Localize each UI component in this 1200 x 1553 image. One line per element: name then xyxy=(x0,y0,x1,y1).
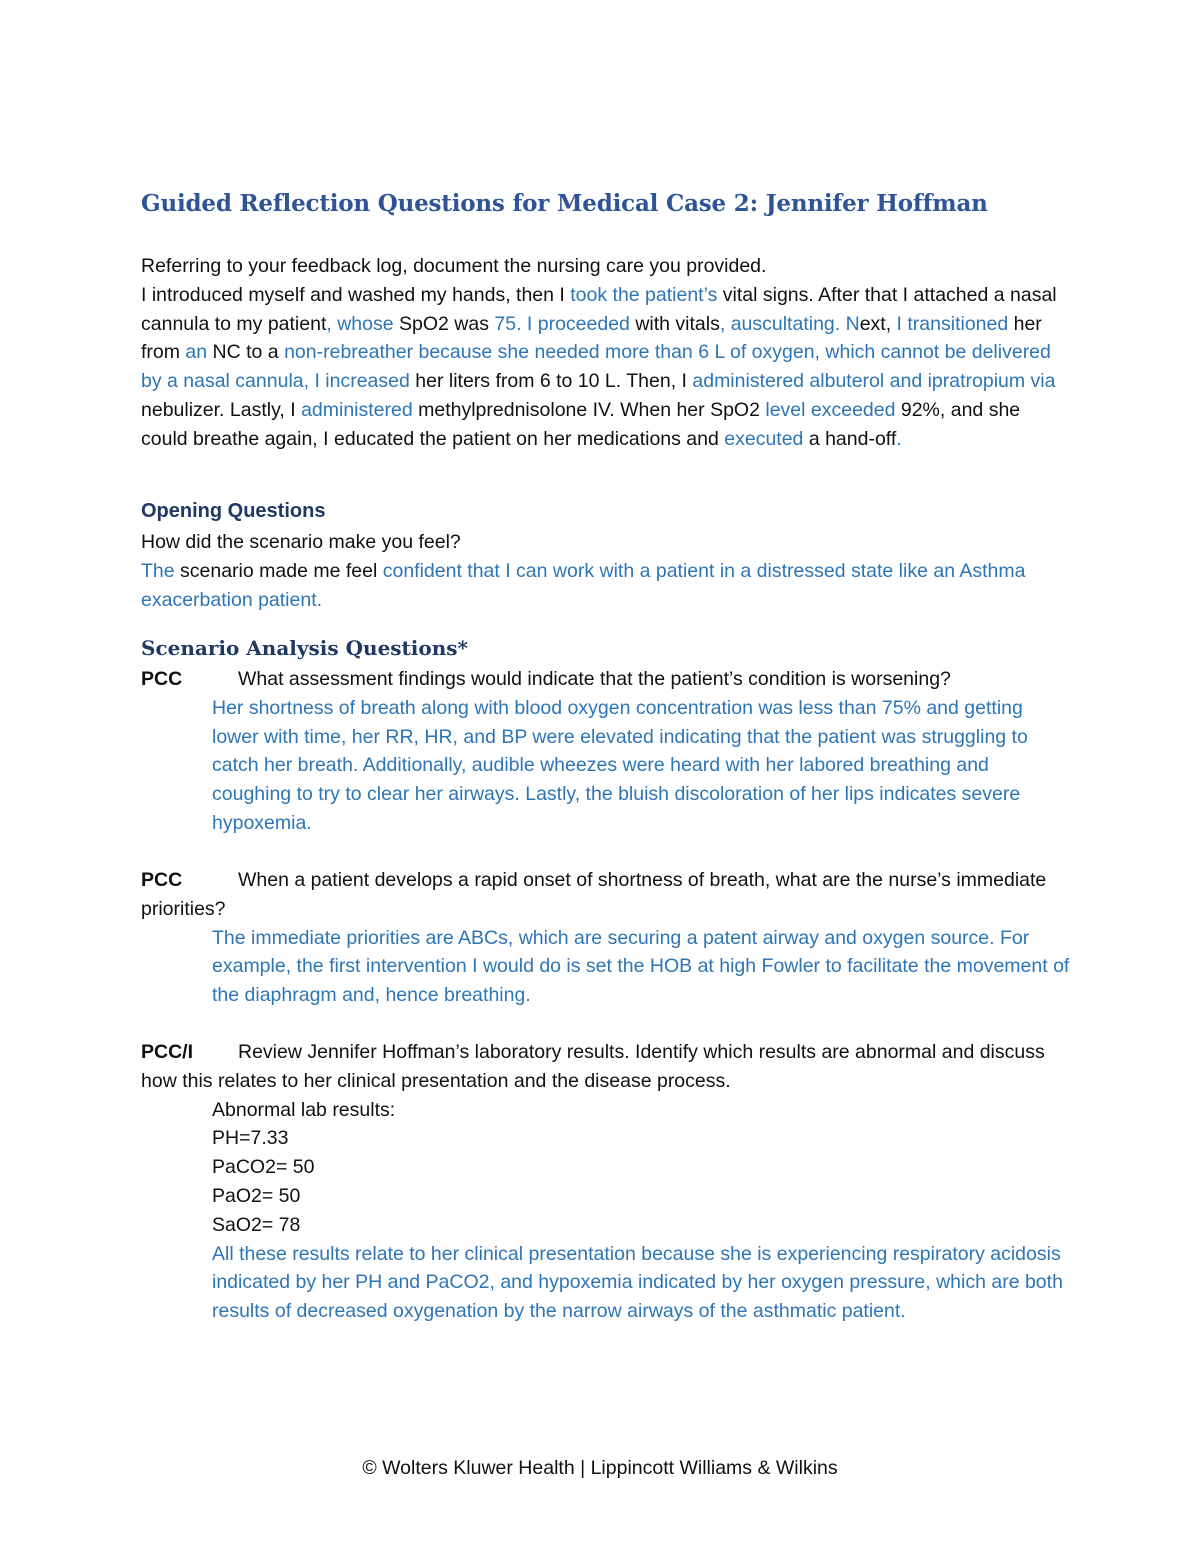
text-segment: scenario made me feel xyxy=(174,559,383,582)
text-segment: her from xyxy=(141,312,1042,364)
scenario-analysis-heading: Scenario Analysis Questions* xyxy=(141,636,468,660)
opening-questions-heading: Opening Questions xyxy=(141,500,326,522)
intro-section xyxy=(141,252,1071,454)
answer-text: Her shortness of breath along with blood oxygen concentration was less than 75% and getting lower with time, her RR, HR, and BP were elevated indicating that the patient was struggling to catch her breath. Additionally, audible wheezes were heard with her labored breathing and coughing to try to clear her airways. Lastly, the bluish discoloration of her lips indicates severe hypoxemia. xyxy=(212,696,1028,834)
lab-heading: Abnormal lab results: xyxy=(212,1098,396,1121)
intro-response xyxy=(141,281,1071,454)
text-segment: vital signs. After that I attached a nasal cannula to my patient xyxy=(141,283,1057,335)
text-segment: ext, xyxy=(859,312,897,335)
question-tag: PCC/I xyxy=(141,1041,194,1063)
text-segment: her liters from 6 to 10 L. Then, I xyxy=(409,370,693,393)
question-block-2 xyxy=(141,866,1071,1010)
lab-item: PaCO2= 50 xyxy=(212,1156,315,1179)
answer-segment: level exceeded xyxy=(765,398,896,421)
lab-item: PH=7.33 xyxy=(212,1127,289,1150)
answer-segment: an xyxy=(185,341,208,364)
answer-text: The immediate priorities are ABCs, which are securing a patent airway and oxygen source. For example, the first intervention I would do is set the HOB at high Fowler to facilitate the movement of the diaphragm and, hence breathing. xyxy=(212,926,1070,1007)
question-block-1 xyxy=(141,665,1071,838)
opening-section xyxy=(141,528,1071,614)
opening-question: How did the scenario make you feel? xyxy=(141,531,461,553)
text-segment: SpO2 was xyxy=(393,312,495,335)
question-tag: PCC xyxy=(141,668,183,690)
text-segment: NC to a xyxy=(207,341,285,364)
answer-segment: , whose xyxy=(326,312,394,335)
question-tag: PCC xyxy=(141,869,183,891)
question-text: What assessment findings would indicate that the patient’s condition is worsening? xyxy=(238,668,951,690)
text-segment: a hand-off xyxy=(803,427,897,450)
text-segment: nebulizer. Lastly, I xyxy=(141,398,302,421)
intro-prompt: Referring to your feedback log, document the nursing care you provided. xyxy=(141,255,767,277)
answer-segment: confident that I can work with a patient in a distressed state like an Asthma exacerbation patient. xyxy=(141,559,1026,611)
document-title: Guided Reflection Questions for Medical Case 2: Jennifer Hoffman xyxy=(141,190,988,217)
lab-item: PaO2= 50 xyxy=(212,1184,301,1207)
question-text: When a patient develops a rapid onset of shortness of breath, what are the nurse’s immediate priorities? xyxy=(141,869,1047,920)
answer-segment: The xyxy=(141,559,175,582)
answer-segment: . xyxy=(896,427,902,450)
lab-item: SaO2= 78 xyxy=(212,1213,301,1236)
lab-results xyxy=(141,1096,1071,1240)
text-segment: 92%, and she could breathe again, I educated the patient on her medications and xyxy=(141,398,1021,450)
answer-segment: executed xyxy=(724,427,804,450)
text-segment: with vitals xyxy=(629,312,720,335)
answer-segment: I transitioned xyxy=(896,312,1009,335)
answer-segment: administered albuterol and ipratropium via xyxy=(692,370,1056,393)
answer-text: All these results relate to her clinical presentation because she is experiencing respiratory acidosis indicated by her PH and PaCO2, and hypoxemia indicated by her oxygen pressure, which are both results of decreased oxygenation by the narrow airways of the asthmatic patient. xyxy=(212,1242,1063,1323)
answer-segment: 75. I proceeded xyxy=(494,312,630,335)
copyright-footer: © Wolters Kluwer Health | Lippincott Williams & Wilkins xyxy=(362,1457,838,1479)
answer-segment: administered xyxy=(301,398,413,421)
question-text: Review Jennifer Hoffman’s laboratory results. Identify which results are abnormal and discuss how this relates to her clinical presentation and the disease process. xyxy=(141,1041,1045,1092)
question-block-3 xyxy=(141,1038,1071,1326)
text-segment: I introduced myself and washed my hands, then I xyxy=(141,283,571,306)
answer-segment: took the patient’s xyxy=(570,283,718,306)
answer-segment: non-rebreather because she needed more than 6 L of oxygen, which cannot be delivered by a nasal cannula, I increased xyxy=(141,341,1051,393)
text-segment: methylprednisolone IV. When her SpO2 xyxy=(412,398,766,421)
opening-answer xyxy=(141,557,1071,615)
answer-segment: , auscultating. N xyxy=(719,312,860,335)
